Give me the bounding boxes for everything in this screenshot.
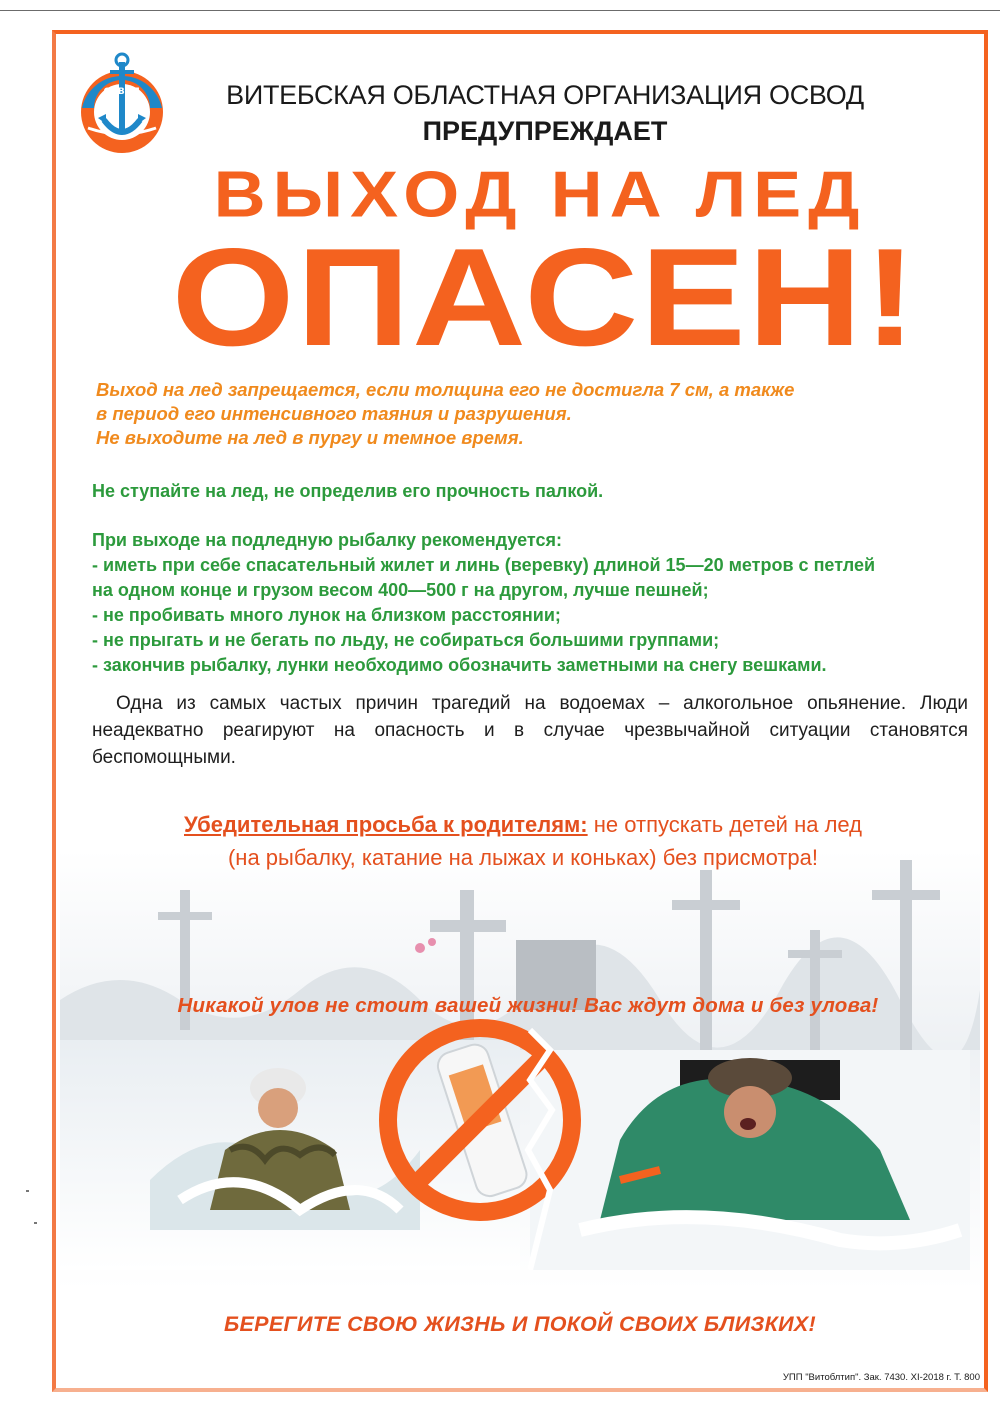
alcohol-paragraph: Одна из самых частых причин трагедий на водоемах – алкогольное опьянение. Люди неадекватно реагируют на опасность и в случае чрезвычайной ситуации становятся беспомощными. (92, 693, 968, 768)
fishing-block (92, 528, 982, 678)
ice-check-text: Не ступайте на лед, не определив его прочность палкой. (92, 481, 604, 501)
scan-top-rule (0, 10, 1000, 11)
intro-line: Выход на лед запрещается, если толщина его не достигла 7 см, а также (96, 379, 795, 400)
fishing-tip: - закончив рыбалку, лунки необходимо обозначить заметными на снегу вешками. (92, 655, 827, 675)
intro-line: в период его интенсивного таяния и разрушения. (96, 403, 572, 424)
slogan-text: Никакой улов не стоит вашей жизни! Вас ждут дома и без улова! (177, 994, 879, 1017)
parents-request (98, 808, 948, 874)
bottom-call: БЕРЕГИТЕ СВОЮ ЖИЗНЬ И ПОКОЙ СВОИХ БЛИЗКИХ! (224, 1312, 816, 1336)
fishing-heading: При выходе на подледную рыбалку рекомендуется: (92, 530, 562, 550)
scan-speck (26, 1190, 29, 1192)
fishing-tip: на одном конце и грузом весом 400—500 г на другом, лучше пешней; (92, 580, 709, 600)
logo-text: ОСВОД (103, 87, 141, 97)
parents-request-rest: (на рыбалку, катание на лыжах и коньках) без присмотра! (227, 845, 819, 870)
parents-request-lead: Убедительная просьба к родителям: (184, 812, 588, 837)
organization-name: ВИТЕБСКАЯ ОБЛАСТНАЯ ОРГАНИЗАЦИЯ ОСВОД (226, 80, 864, 110)
warns-label: ПРЕДУПРЕЖДАЕТ (422, 116, 668, 146)
fishing-tip: - не прыгать и не бегать по льду, не собираться большими группами; (92, 630, 720, 650)
printer-imprint: УПП "Витоблтип". Зак. 7430. XI-2018 г. Т. 800 (782, 1372, 980, 1383)
intro-line: Не выходите на лед в пургу и темное время. (96, 427, 524, 448)
intro-block (96, 378, 956, 450)
headline-line2: ОПАСЕН! (171, 220, 919, 375)
headline-line1: ВЫХОД НА ЛЕД (213, 158, 867, 231)
fishing-tip: - иметь при себе спасательный жилет и линь (веревку) длиной 15—20 метров с петлей (92, 555, 876, 575)
warning-illustration (60, 850, 980, 1290)
parents-request-rest: не отпускать детей на лед (593, 812, 862, 837)
fishing-tip: - не пробивать много лунок на близком расстоянии; (92, 605, 561, 625)
scan-speck (34, 1222, 37, 1224)
